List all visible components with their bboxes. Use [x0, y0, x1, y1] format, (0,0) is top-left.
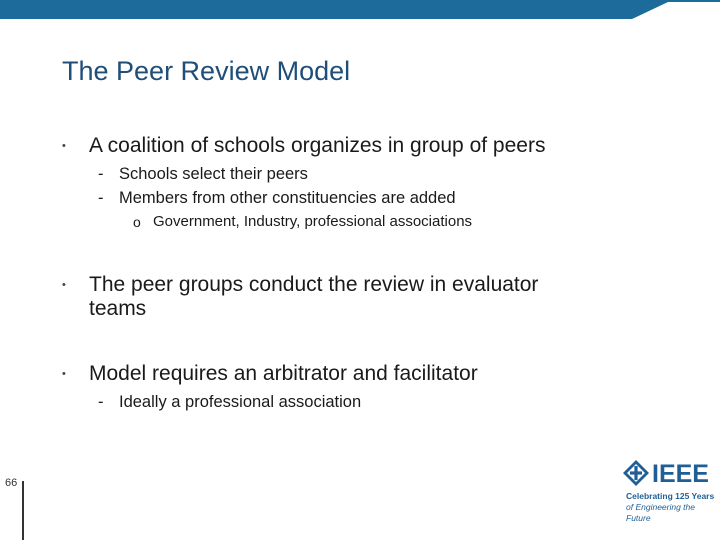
dash-marker: -: [98, 189, 104, 207]
bullet-marker: •: [62, 279, 66, 291]
sub-bullet-1-2-text: Members from other constituencies are added: [119, 189, 456, 207]
sub-bullet-1-1-text: Schools select their peers: [119, 165, 308, 183]
bullet-marker: •: [62, 368, 66, 380]
ieee-tagline: [626, 491, 720, 524]
bullet-3-text: Model requires an arbitrator and facilitator: [89, 362, 478, 385]
footer-divider: [22, 481, 24, 540]
top-banner: [0, 0, 720, 19]
bullet-1-text: A coalition of schools organizes in group of peers: [89, 134, 546, 157]
bullet-2-text-line1: The peer groups conduct the review in evaluator: [89, 273, 539, 296]
page-number: 66: [5, 477, 18, 489]
sub-bullet-3-1-text: Ideally a professional association: [119, 393, 362, 411]
slide-title: The Peer Review Model: [62, 56, 351, 86]
tagline-line-1: Celebrating 125 Years: [626, 491, 715, 501]
dash-marker: -: [98, 393, 104, 411]
dash-marker: -: [98, 165, 104, 183]
ieee-logo: [622, 458, 718, 488]
circle-marker: o: [133, 214, 141, 230]
tagline-line-2: of Engineering the Future: [626, 502, 695, 523]
logo-wordmark: IEEE: [652, 460, 709, 488]
sub-sub-bullet-text: Government, Industry, professional associations: [153, 213, 473, 230]
bullet-marker: •: [62, 140, 66, 152]
bullet-2-text-line2: teams: [89, 297, 147, 320]
